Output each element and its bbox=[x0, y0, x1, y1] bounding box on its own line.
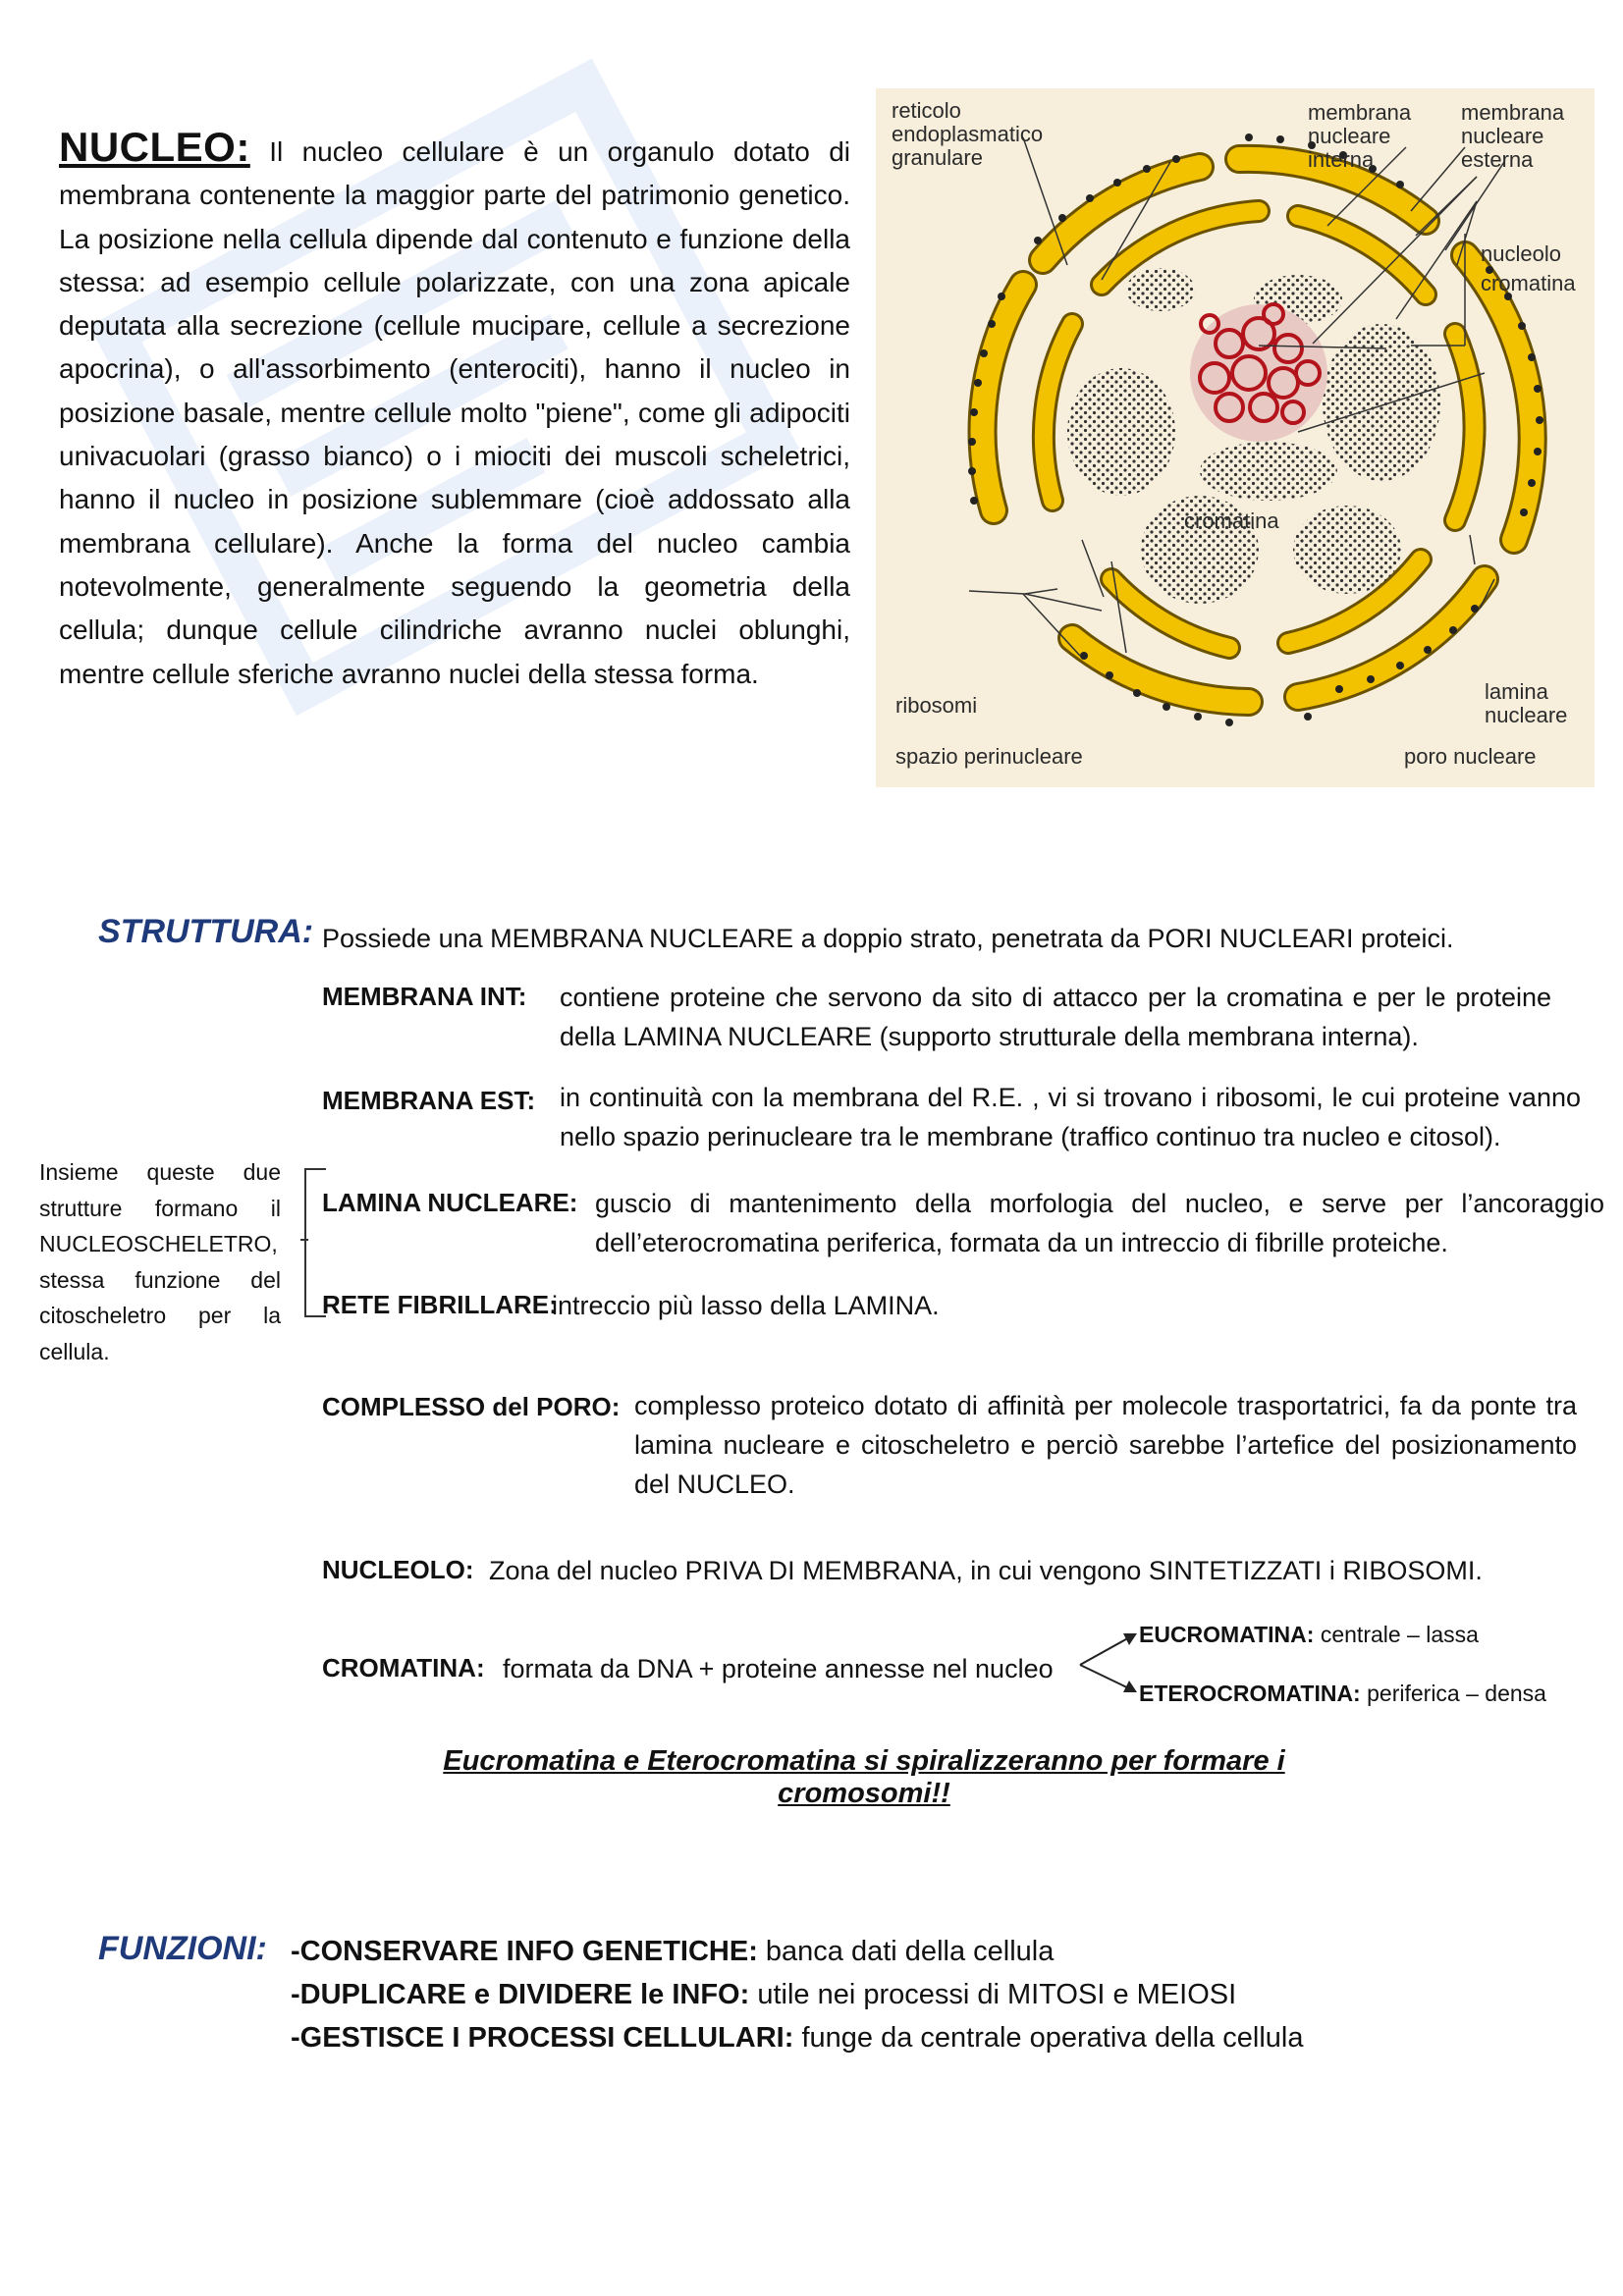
term-rete-fibrillare: RETE FIBRILLARE: bbox=[322, 1290, 558, 1319]
label-rer-3: granulare bbox=[892, 145, 983, 170]
desc-rete-fibrillare: intreccio più lasso della LAMINA. bbox=[552, 1291, 940, 1320]
label-nuclear-pore: poro nucleare bbox=[1404, 744, 1537, 769]
intro-paragraph bbox=[59, 126, 850, 696]
term-eucromatina: EUCROMATINA: bbox=[1139, 1622, 1315, 1647]
term-lamina-nucleare: LAMINA NUCLEARE: bbox=[322, 1188, 578, 1217]
desc-nucleolo: Zona del nucleo PRIVA DI MEMBRANA, in cui vengono SINTETIZZATI i RIBOSOMI. bbox=[489, 1556, 1483, 1585]
label-inner-membrane-3: interna bbox=[1308, 147, 1375, 172]
function-item bbox=[291, 1973, 1567, 2016]
label-rer-2: endoplasmatico bbox=[892, 122, 1044, 146]
term-membrana-int: MEMBRANA INT: bbox=[322, 982, 527, 1011]
label-lamina-2: nucleare bbox=[1485, 703, 1568, 727]
nucleus-illustration bbox=[876, 88, 1595, 787]
side-note-nucleoscheletro: Insieme queste due strutture formano il NUCLEOSCHELETRO, stessa funzione del citoscheletro per la cellula. bbox=[39, 1159, 281, 1364]
label-inner-membrane-1: membrana bbox=[1308, 100, 1412, 125]
label-ribosomes: ribosomi bbox=[895, 693, 978, 718]
desc-membrana-int: contiene proteine che servono da sito di attacco per la cromatina e per le proteine della LAMINA NUCLEARE (supporto strutturale della membrana interna). bbox=[560, 983, 1551, 1051]
label-outer-membrane-3: esterna bbox=[1461, 147, 1534, 172]
eterocromatina-line bbox=[1139, 1681, 1546, 1707]
closing-statement: Eucromatina e Eterocromatina si spiralizzeranno per formare i cromosomi!! bbox=[443, 1745, 1285, 1809]
function-desc: funge da centrale operativa della cellula bbox=[801, 2022, 1304, 2054]
function-term: -GESTISCE I PROCESSI CELLULARI: bbox=[291, 2022, 794, 2054]
structure-intro: Possiede una MEMBRANA NUCLEARE a doppio strato, penetrata da PORI NUCLEARI proteici. bbox=[322, 924, 1454, 953]
desc-eucromatina: centrale – lassa bbox=[1320, 1622, 1479, 1647]
nucleolus-shape bbox=[1190, 304, 1327, 442]
desc-cromatina: formata da DNA + proteine annesse nel nucleo bbox=[503, 1654, 1054, 1683]
function-term: -CONSERVARE INFO GENETICHE: bbox=[291, 1936, 758, 1967]
label-perinuclear-space: spazio perinucleare bbox=[895, 744, 1083, 769]
eucromatina-line bbox=[1139, 1622, 1479, 1648]
label-chromatin-center: cromatina bbox=[1184, 508, 1279, 533]
bracket-tip bbox=[300, 1239, 308, 1241]
desc-complesso-poro: complesso proteico dotato di affinità per molecole trasportatrici, fa da ponte tra lamina nucleare e citoscheletro e perciò sarebbe l’artefice del posizionamento del NUCLEO. bbox=[634, 1391, 1577, 1499]
term-eterocromatina: ETEROCROMATINA: bbox=[1139, 1681, 1361, 1706]
term-membrana-est: MEMBRANA EST: bbox=[322, 1086, 536, 1115]
function-term: -DUPLICARE e DIVIDERE le INFO: bbox=[291, 1979, 750, 2010]
label-rer-1: reticolo bbox=[892, 98, 961, 123]
branch-arrows bbox=[1078, 1622, 1139, 1700]
term-cromatina: CROMATINA: bbox=[322, 1653, 485, 1682]
label-nucleolus: nucleolo bbox=[1481, 241, 1561, 266]
nucleus-diagram bbox=[876, 88, 1595, 787]
intro-text: Il nucleo cellulare è un organulo dotato di membrana contenente la maggior parte del patrimonio genetico. La posizione nella cellula dipende dal contenuto e funzione della stessa: ad esempio cellule polarizzate, con una zona apicale deputata alla secrezione (cellule mucipare, cellule a secrezione apocrina), o all'assorbimento (enterociti), hanno il nucleo in posizione basale, mentre cellule molto "piene", come gli adipociti univacuolari (grasso bianco) o i miociti dei muscoli scheletrici, hanno il nucleo in posizione sublemmare (cioè addossato alla membrana cellulare). Anche la forma del nucleo cambia notevolmente, generalmente seguendo la geometria della cellula; dunque cellule cilindriche avranno nuclei oblunghi, mentre cellule sferiche avranno nuclei della stessa forma. bbox=[59, 136, 851, 689]
label-lamina-1: lamina bbox=[1485, 679, 1548, 704]
term-complesso-poro: COMPLESSO del PORO: bbox=[322, 1392, 621, 1421]
term-nucleolo: NUCLEOLO: bbox=[322, 1555, 474, 1584]
desc-lamina-nucleare: guscio di mantenimento della morfologia del nucleo, e serve per l’ancoraggio dell’eterocromatina periferica, formata da un intreccio di fibrille proteiche. bbox=[595, 1189, 1604, 1257]
label-chromatin-top: cromatina bbox=[1481, 271, 1576, 295]
functions-heading: FUNZIONI: bbox=[98, 1930, 267, 1967]
desc-membrana-est: in continuità con la membrana del R.E. , vi si trovano i ribosomi, le cui proteine vanno nello spazio perinucleare tra le membrane (traffico continuo tra nucleo e citosol). bbox=[560, 1083, 1581, 1151]
structure-heading: STRUTTURA: bbox=[98, 913, 314, 950]
function-desc: banca dati della cellula bbox=[765, 1936, 1055, 1967]
label-outer-membrane-2: nucleare bbox=[1461, 124, 1544, 148]
label-inner-membrane-2: nucleare bbox=[1308, 124, 1391, 148]
page-title: NUCLEO: bbox=[59, 124, 250, 170]
label-outer-membrane-1: membrana bbox=[1461, 100, 1565, 125]
function-item bbox=[291, 2016, 1567, 2059]
desc-eterocromatina: periferica – densa bbox=[1367, 1681, 1546, 1706]
function-desc: utile nei processi di MITOSI e MEIOSI bbox=[757, 1979, 1237, 2010]
functions-list bbox=[291, 1930, 1567, 2059]
function-item bbox=[291, 1930, 1567, 1973]
